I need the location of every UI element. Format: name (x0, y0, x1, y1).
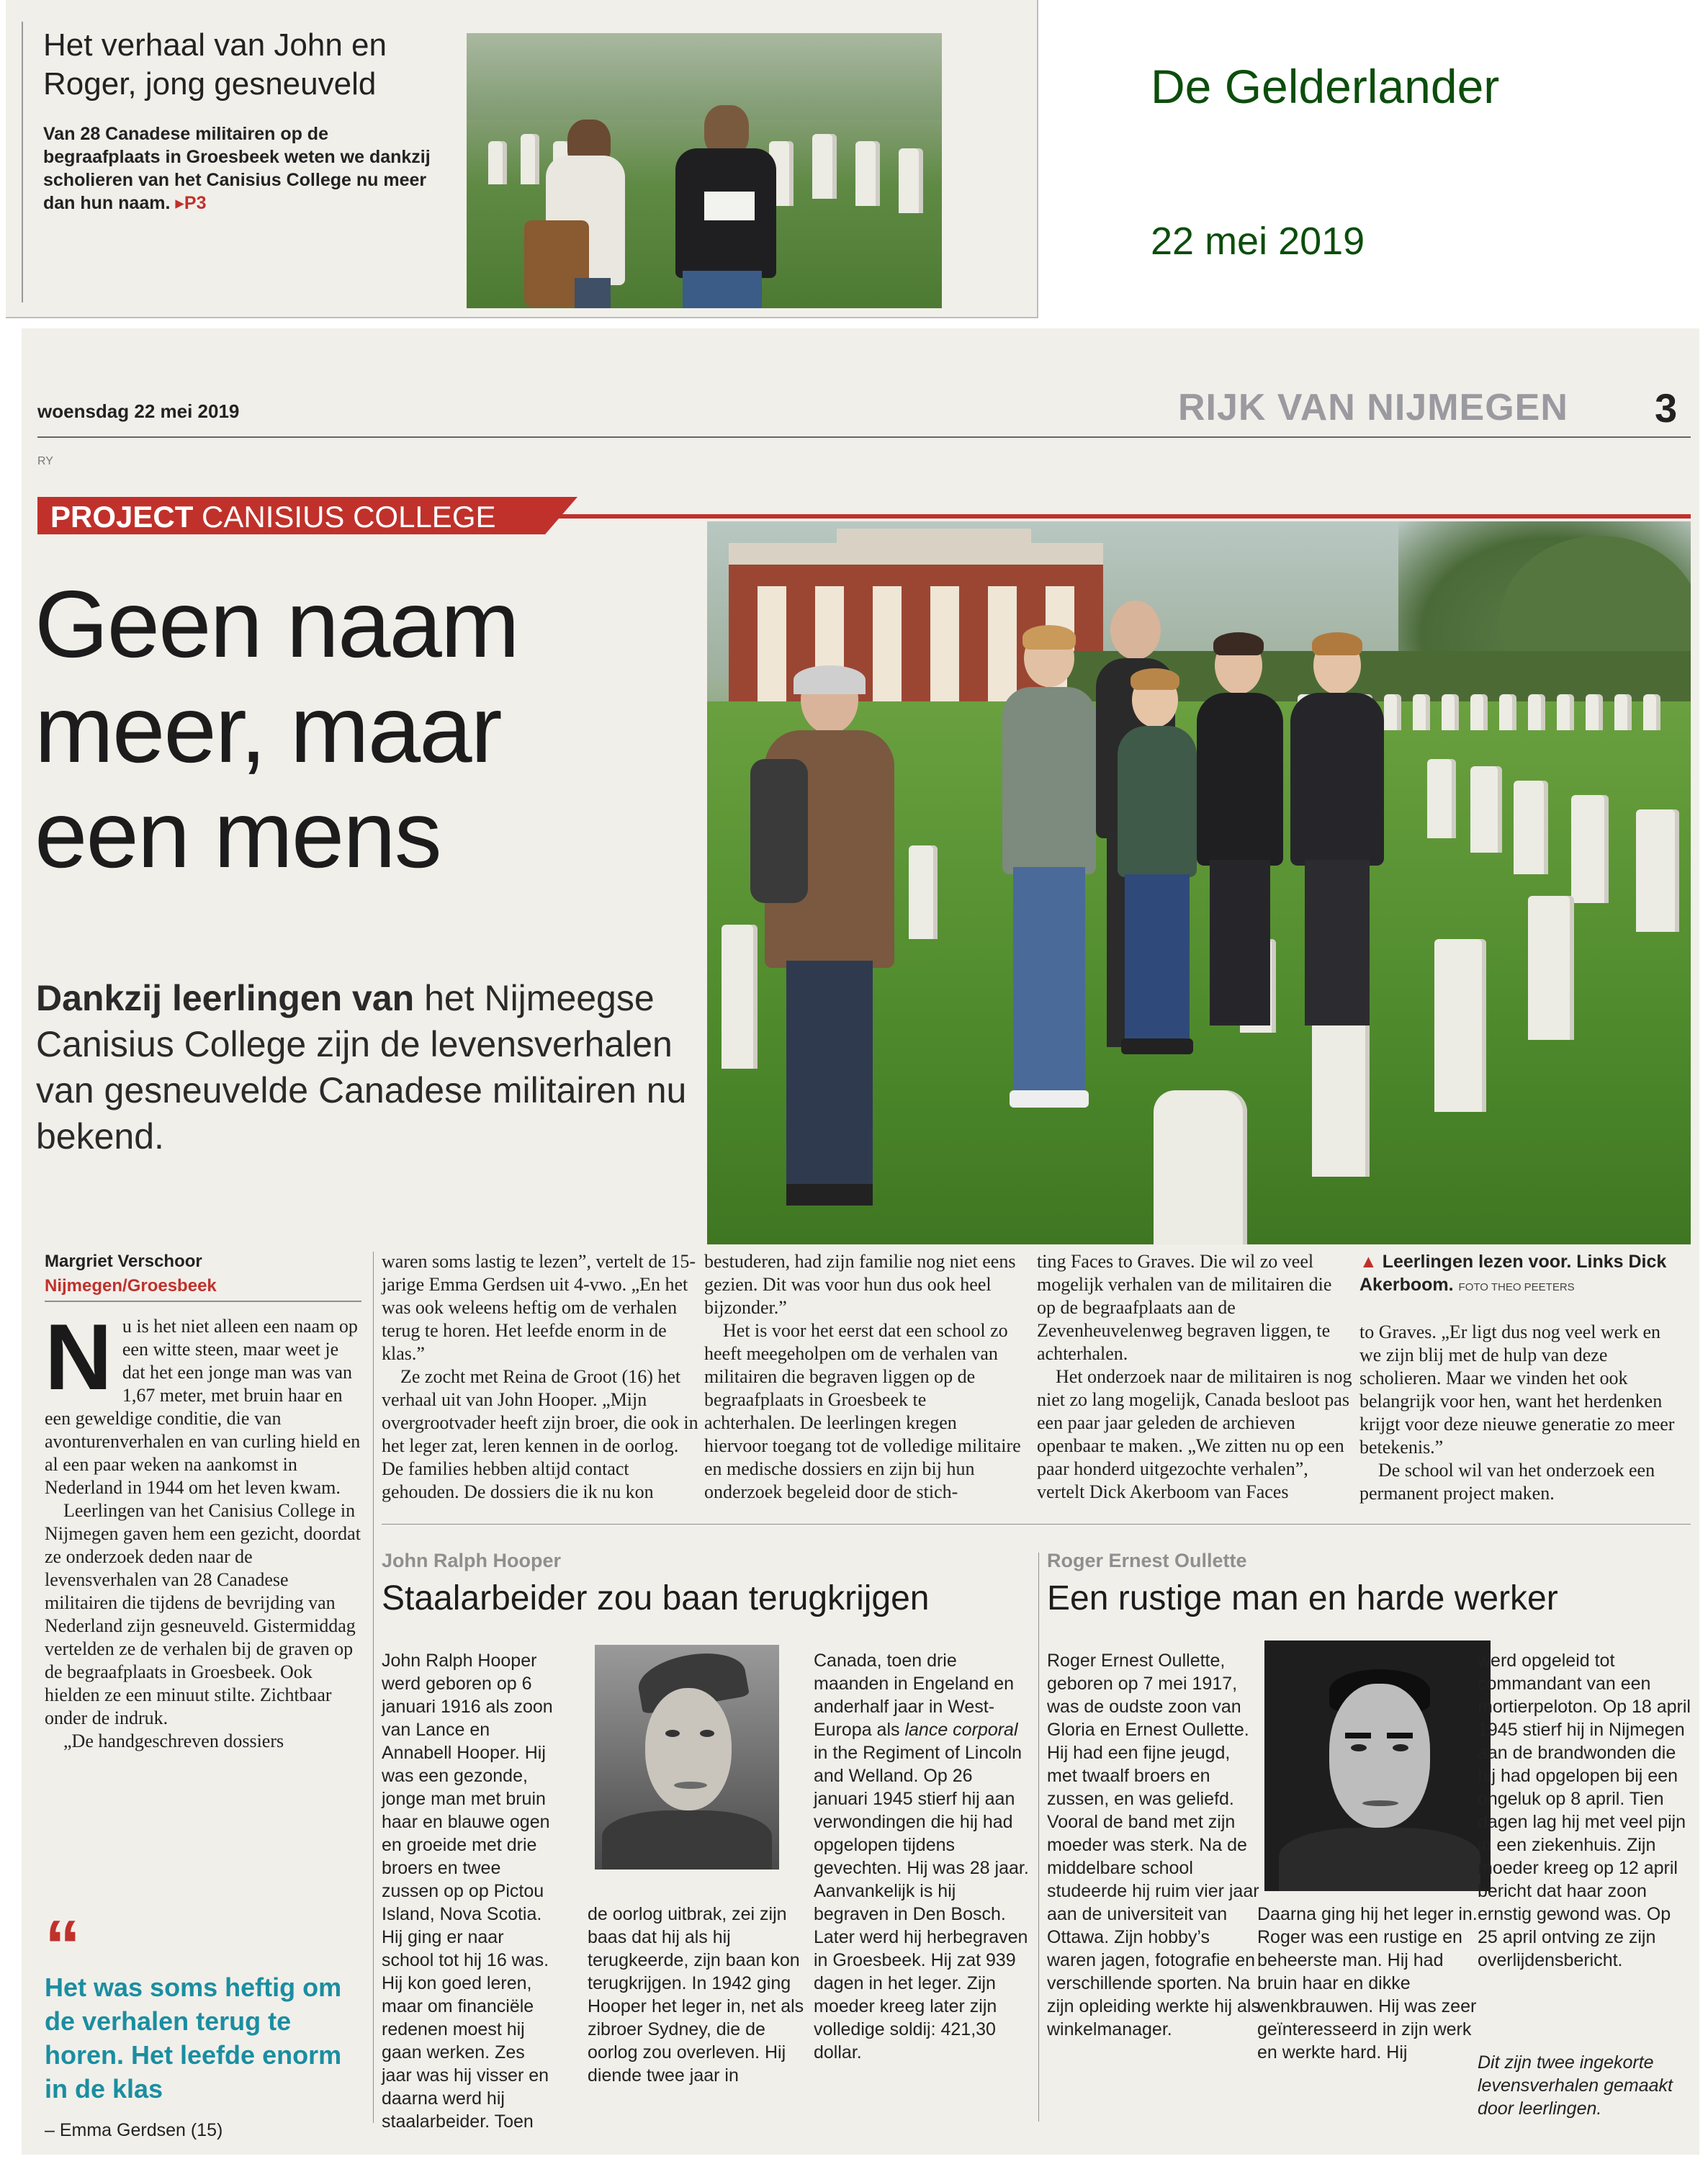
col4-para-2: Het onderzoek naar de militairen is nog niet zo lang mogelijk, Canada besloot pas een paar jaar geleden de archieven openbaar te maken. „We zitten nu op een paar honderd uitgezochte verhalen”, vertelt Dick Akerboom van Faces (1037, 1366, 1352, 1502)
col5-para-2: De school wil van het onderzoek een permanent project maken. (1359, 1460, 1655, 1504)
quote-author: – Emma Gerdsen (15) (45, 2120, 223, 2140)
byline-location: Nijmegen/Groesbeek (45, 1276, 217, 1296)
caption-triangle-icon: ▲ (1359, 1252, 1377, 1272)
col1-para-1: u is het niet alleen een naam op een witte steen, maar weet je dat het een jonge man was van 1,67 meter, met bruin haar en een geweldige conditie, die van avonturenverhalen en van curling hield en al een paar weken na aankomst in Nederland in 1944 om het leven kwam. (45, 1316, 361, 1498)
teaser-pageref: ▸P3 (175, 193, 207, 213)
teaser-body (43, 122, 446, 215)
caption-credit: FOTO THEO PEETERS (1458, 1281, 1575, 1293)
article-column-5 (1359, 1321, 1676, 1505)
section-name: RIJK VAN NIJMEGEN (1178, 387, 1568, 428)
intro-rest: het Nijmeegse Canisius College zijn de levensverhalen van gesneuvelde Canadese militairen nu bekend. (36, 978, 687, 1157)
hooper-col3-b: in the Regiment of Lincoln and Welland. Op 26 januari 1945 stierf hij aan verwondingen die hij had opgelopen tijdens gevechten. Hij was 28 jaar. Aanvankelijk is hij begraven in Den Bosch. Later werd hij herbegraven in Groesbeek. Hij zat 939 dagen in het leger. Zijn moeder kreeg later zijn volledige soldij: 421,30 dollar. (814, 1743, 1029, 2063)
dropcap: N (45, 1304, 112, 1409)
oullette-name: Roger Ernest Oullette (1047, 1550, 1247, 1571)
headline (35, 572, 711, 887)
hooper-portrait (595, 1645, 779, 1870)
headline-line-2: meer, maar (35, 676, 501, 782)
oullette-column-3: werd opgeleid tot commandant van een mortierpeloton. Op 18 april 1945 stierf hij in Nijmegen aan de brandwonden die hij had opgelopen bij een ongeluk op 8 april. Tien dagen lag hij met veel pijn in een ziekenhuis. Zijn moeder kreeg op 12 april bericht dat haar zoon ernstig gewond was. Op 25 april ontving ze zijn overlijdensbericht. (1478, 1651, 1691, 1970)
pullquote (45, 1906, 361, 2141)
edition-code: RY (37, 455, 53, 467)
oullette-column-2: Daarna ging hij het leger in. Roger was een rustige en beheerste man. Hij had bruin haar en dikke wenkbrauwen. Hij was zeer geïnteresseerd in zijn werk en werkte hard. Hij (1257, 1904, 1478, 2063)
quote-mark: “ (45, 1906, 81, 1986)
hooper-column-1: John Ralph Hooper werd geboren op 6 januari 1916 als zoon van Lance en Annabell Hooper. Hij was een gezonde, jonge man met bruin haar en blauwe ogen en groeide met drie broers en twee zussen op op Pictou Island, Nova Scotia. Hij ging er naar school tot hij 16 was. Hij kon goed leren, maar om financiële redenen moest hij gaan werken. Zes jaar was hij visser en daarna werd hij staalarbeider. Toen (382, 1651, 553, 2132)
teaser-title: Het verhaal van John en Roger, jong gesneuveld (43, 27, 387, 102)
page-date: woensdag 22 mei 2019 (37, 400, 240, 422)
page-number: 3 (1655, 385, 1678, 431)
byline-rule (45, 1301, 361, 1302)
oullette-portrait (1264, 1640, 1491, 1891)
kicker-bold: PROJECT (50, 500, 194, 534)
col1-para-3: „De handgeschreven dossiers (63, 1731, 284, 1751)
photo-person-student-1 (995, 629, 1103, 1119)
hooper-col3-a: Canada, toen drie maanden in Engeland en anderhalf jaar in West-Europa als (814, 1651, 1015, 1740)
section-divider (382, 1524, 1691, 1525)
intro-bold: Dankzij leerlingen van (36, 978, 415, 1018)
col3-para-2: Het is voor het eerst dat een school zo heeft meegeholpen om de verhalen van militairen die begraven liggen op de begraafplaats in Groesbeek te achterhalen. De leerlingen kregen hiervoor toegang tot de volledige militaire en medische dossiers en zijn bij hun onderzoek begeleid door de stich- (704, 1320, 1021, 1502)
col2-para-2: Ze zocht met Reina de Groot (16) het verhaal uit van John Hooper. „Mijn overgrootvader heeft zijn broer, die ook in het leger zat, leren kennen in de oorlog. De families hebben altijd contact gehouden. De dossiers die ik nu kon (382, 1366, 698, 1502)
hooper-column-2: de oorlog uitbrak, zei zijn baas dat hij als hij terugkeerde, zijn baan kon terugkrijgen. In 1942 ging Hooper het leger in, net als zibroer Sydney, die de oorlog zou overleven. Hij diende twee jaar in (588, 1904, 804, 2086)
header-rule (37, 436, 1691, 438)
teaser-clipping (6, 0, 1038, 318)
oullette-column-1: Roger Ernest Oullette, geboren op 7 mei 1917, was de oudste zoon van Gloria en Ernest Oullette. Hij had een fijne jeugd, met twaalf broers en zussen, en was geliefd. Vooral de band met zijn moeder was sterk. Na de middelbare school studeerde hij ruim vier jaar aan de universiteit van Ottawa. Zijn hobby’s waren jagen, fotografie en verschillende sporten. Na zijn opleiding werkte hij als winkelmanager. (1047, 1651, 1260, 2039)
main-photo (707, 521, 1691, 1244)
article-column-2 (382, 1250, 698, 1504)
kicker (50, 500, 496, 534)
quote-text: Het was soms heftig om de verhalen terug te horen. Het leefde enorm in de klas (45, 1972, 342, 2104)
box-divider (1038, 1553, 1039, 2122)
source-date: 22 mei 2019 (1151, 220, 1365, 263)
col2-para-1: waren soms lastig te lezen”, vertelt de 15-jarige Emma Gerdsen uit 4-vwo. „En het was ook weleens heftig om de verhalen terug te horen. Het leefde enorm in de klas.” (382, 1251, 696, 1364)
oullette-footnote: Dit zijn twee ingekorte levensverhalen gemaakt door leerlingen. (1478, 2052, 1673, 2119)
col-divider-1 (373, 1252, 374, 2123)
oullette-title: Een rustige man en harde werker (1047, 1579, 1558, 1617)
teaser-rule (22, 22, 23, 302)
hooper-title: Staalarbeider zou baan terugkrijgen (382, 1579, 930, 1617)
newspaper-page (22, 328, 1699, 2155)
teaser-photo (467, 33, 942, 308)
col1-para-2: Leerlingen van het Canisius College in Nijmegen gaven hem een gezicht, doordat ze onderzoek deden naar de levensverhalen van 28 Canadese militairen die tijdens de bevrijding van Nederland zijn gesneuveld. Gistermiddag vertelden ze de verhalen bij de graven op de begraafplaats in Groesbeek. Ook hielden ze een minuut stilte. Zichtbaar onder de indruk. (45, 1500, 361, 1728)
photo-caption (1359, 1250, 1676, 1299)
photo-person-older-man (750, 665, 909, 1213)
headline-line-1: Geen naam (35, 571, 518, 677)
article-column-4 (1037, 1250, 1354, 1504)
headline-line-3: een mens (35, 781, 441, 887)
col5-para-1: to Graves. „Er ligt dus nog veel werk en we zijn blij met de hulp van deze scholieren. Maar we vinden het ook belangrijk voor hen, want het herdenken krijgt voor deze nieuwe generatie zo meer betekenis.” (1359, 1321, 1675, 1458)
photo-person-student-5 (1283, 637, 1391, 1040)
hooper-name: John Ralph Hooper (382, 1550, 561, 1571)
teaser-body-text: Van 28 Canadese militairen op de begraafplaats in Groesbeek weten we dankzij scholieren van het Canisius College nu meer dan hun naam. (43, 124, 431, 213)
source-newspaper: De Gelderlander (1151, 60, 1500, 113)
byline-author: Margriet Verschoor (45, 1252, 202, 1271)
teaser-pageref-label: P3 (184, 193, 207, 213)
caption-text: Leerlingen lezen voor. Links Dick Akerboom. (1359, 1252, 1667, 1295)
hooper-column-3 (814, 1649, 1030, 2064)
intro (36, 975, 713, 1159)
article-column-1 (45, 1304, 361, 1753)
article-column-3 (704, 1250, 1021, 1504)
photo-person-student-4 (1190, 637, 1290, 1040)
col3-para-1: bestuderen, had zijn familie nog niet eens gezien. Dit was voor hun dus ook heel bijzonder.” (704, 1251, 1016, 1318)
kicker-light: CANISIUS COLLEGE (202, 500, 496, 534)
hooper-col3-italic: lance corporal (904, 1720, 1018, 1740)
col4-para-1: ting Faces to Graves. Die wil zo veel mogelijk verhalen van de militairen die op de begraafplaats aan de Zevenheuvelenweg begraven liggen, te achterhalen. (1037, 1251, 1332, 1364)
